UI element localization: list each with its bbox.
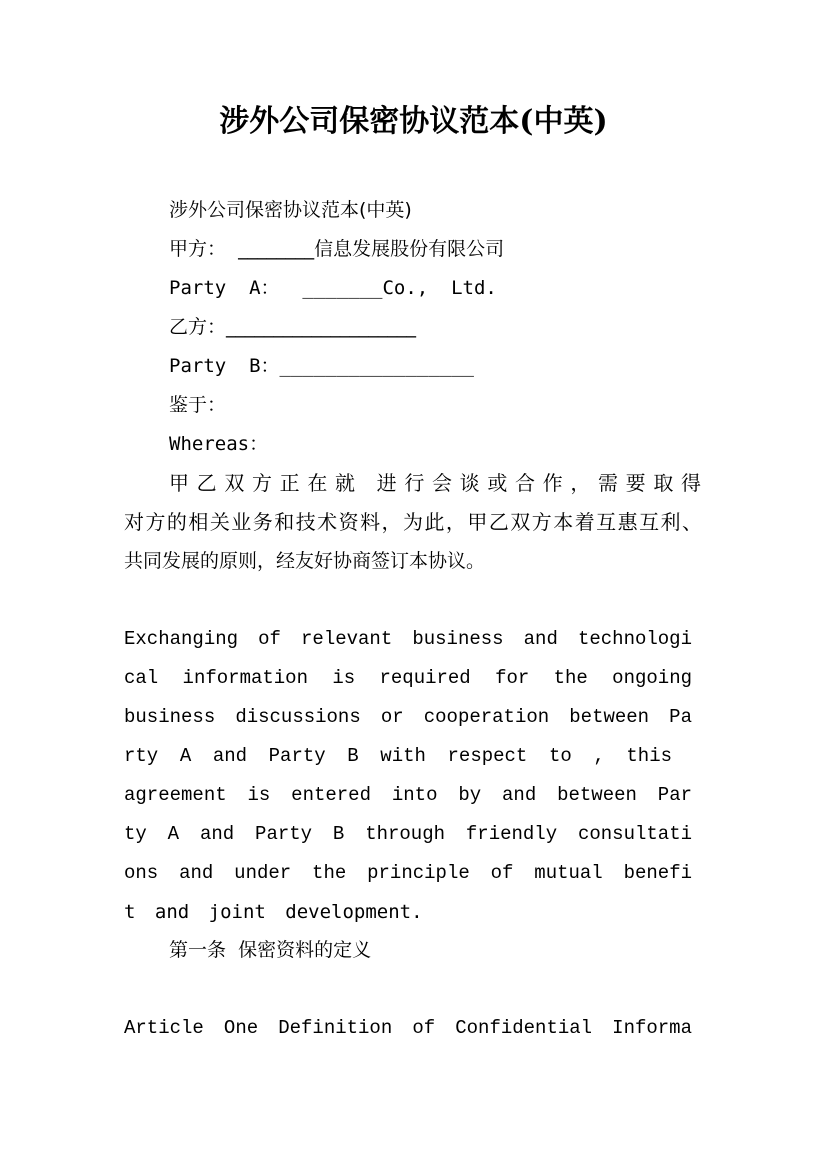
preamble-en-line-8: t and joint development.	[124, 901, 423, 923]
whereas-cn: 鉴于：	[169, 394, 227, 416]
subtitle: 涉外公司保密协议范本(中英)	[169, 199, 412, 221]
party-a-cn: 甲方： ________信息发展股份有限公司	[169, 238, 505, 260]
preamble-en-line-4: rty A and Party B with respect to , this	[124, 745, 672, 767]
preamble-en-line-6: ty A and Party B through friendly consultati	[124, 823, 692, 845]
party-a-en: Party A： _______Co., Ltd.	[169, 277, 497, 299]
whereas-en: Whereas：	[169, 433, 269, 455]
preamble-cn-line-3: 共同发展的原则，经友好协商签订本协议。	[124, 550, 486, 572]
party-b-en: Party B：_________________	[169, 355, 474, 377]
preamble-cn-line-1: 甲乙双方正在就 进行会谈或合作，需要取得	[169, 471, 701, 495]
party-b-cn: 乙方：____________________	[169, 316, 417, 338]
preamble-en-line-3: business discussions or cooperation between Pa	[124, 706, 692, 728]
preamble-en-line-1: Exchanging of relevant business and technologi	[124, 628, 692, 650]
preamble-en-line-5: agreement is entered into by and between Par	[124, 784, 692, 806]
preamble-en-line-7: ons and under the principle of mutual benefi	[124, 862, 692, 884]
preamble-cn-line-2: 对方的相关业务和技术资料，为此，甲乙双方本着互惠互利、	[124, 510, 702, 534]
article-one-heading-en: Article One Definition of Confidential Informa	[124, 1017, 692, 1039]
document-title: 涉外公司保密协议范本(中英)	[219, 104, 608, 139]
article-one-heading-cn: 第一条 保密资料的定义	[169, 939, 372, 961]
preamble-en-line-2: cal information is required for the ongoing	[124, 667, 692, 689]
